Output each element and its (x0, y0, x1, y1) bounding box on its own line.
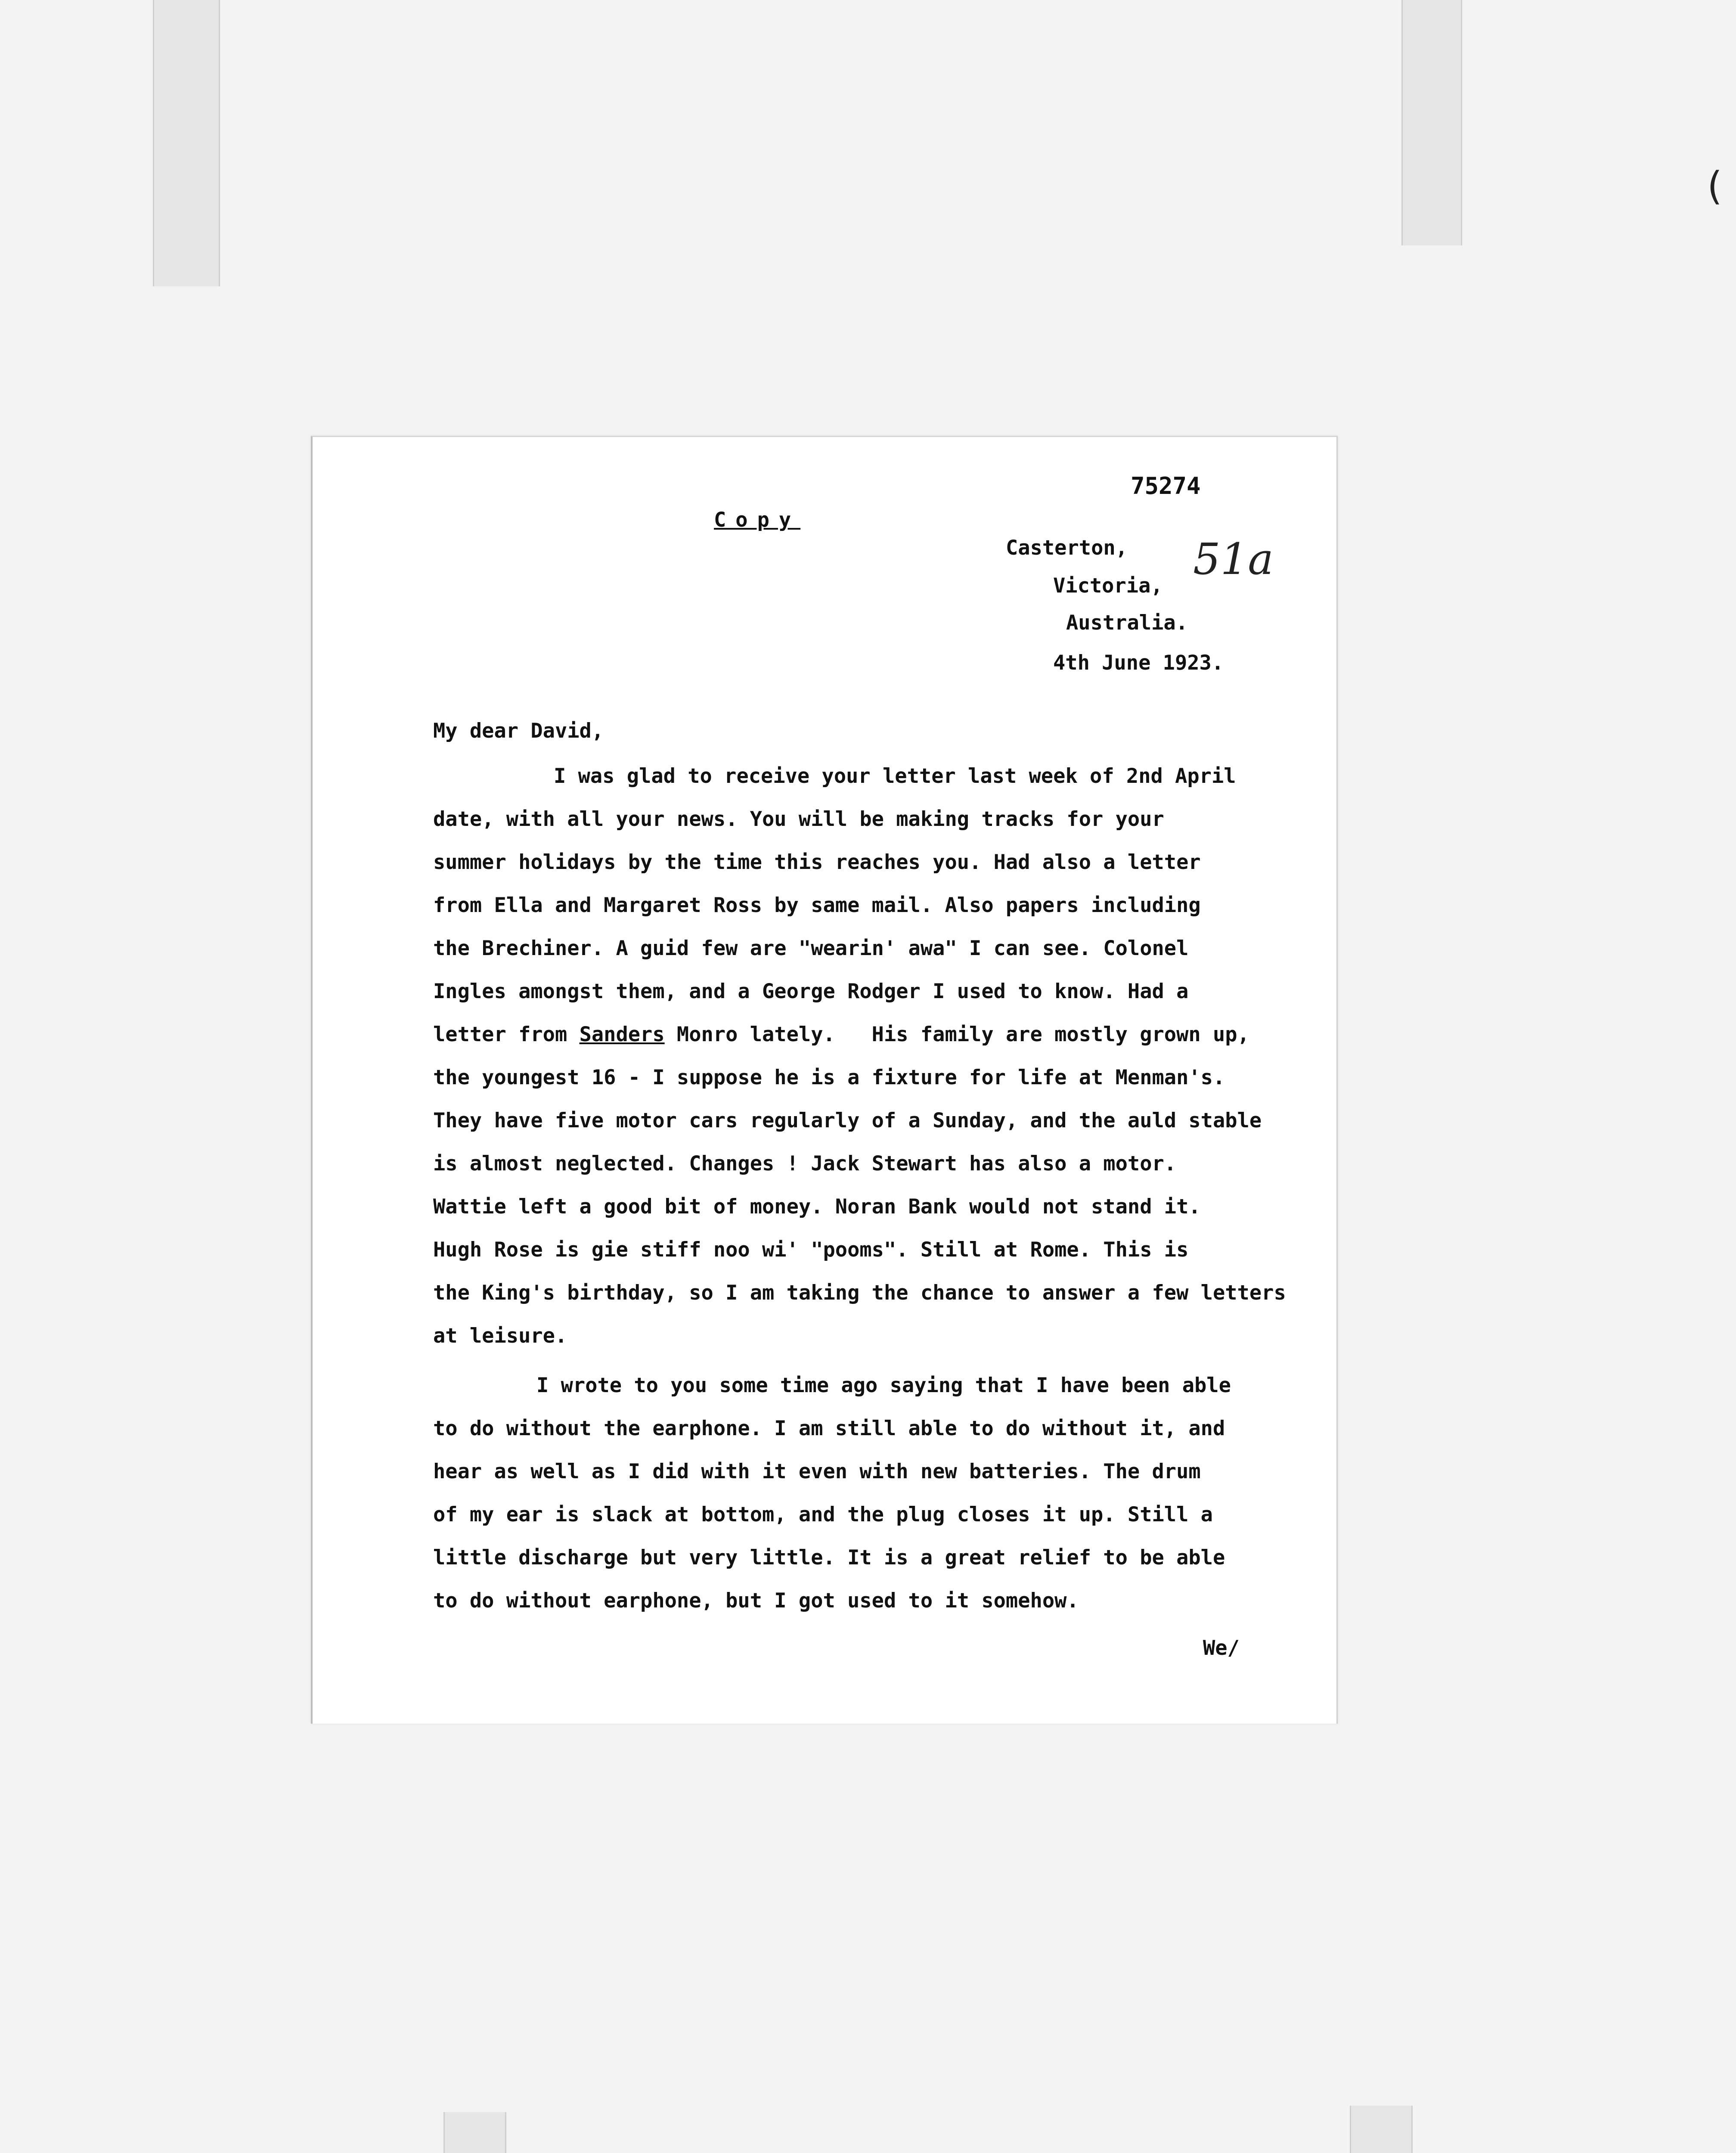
body-line: the Brechiner. A guid few are "wearin' awa" I can see. Colonel (433, 937, 1189, 960)
body-line: is almost neglected. Changes ! Jack Stewart has also a motor. (433, 1152, 1177, 1176)
copy-heading: Copy (714, 508, 801, 532)
body-line: Ingles amongst them, and a George Rodger I used to know. Had a (433, 980, 1189, 1003)
body-line: of my ear is slack at bottom, and the plug closes it up. Still a (433, 1503, 1213, 1526)
address-line: Australia. (1066, 611, 1188, 635)
archive-number: 75274 (1131, 472, 1201, 499)
catchword: We/ (1203, 1636, 1240, 1660)
body-line: the youngest 16 - I suppose he is a fixture for life at Menman's. (433, 1066, 1225, 1089)
edge-mark: ( (1707, 164, 1723, 209)
underlined-name: Sanders (579, 1023, 665, 1046)
body-line: summer holidays by the time this reaches you. Had also a letter (433, 850, 1201, 874)
body-text: Monro lately. His family are mostly grown up, (664, 1023, 1249, 1046)
body-line: Hugh Rose is gie stiff noo wi' "pooms". Still at Rome. This is (433, 1238, 1189, 1262)
tape-strip (443, 2112, 506, 2153)
address-line: Victoria, (1053, 574, 1163, 598)
body-text: letter from (433, 1023, 567, 1046)
body-line: They have five motor cars regularly of a Sunday, and the auld stable (433, 1109, 1262, 1132)
body-line: to do without earphone, but I got used to it somehow. (433, 1589, 1079, 1613)
salutation: My dear David, (433, 719, 604, 743)
letter-page (311, 436, 1338, 1724)
letter-date: 4th June 1923. (1053, 651, 1224, 675)
tape-strip (1350, 2106, 1413, 2153)
tape-strip (153, 0, 220, 286)
address-line: Casterton, (1006, 536, 1128, 560)
body-line: I wrote to you some time ago saying that I have been able (536, 1374, 1231, 1397)
body-line: at leisure. (433, 1324, 567, 1348)
body-line: date, with all your news. You will be making tracks for your (433, 807, 1164, 831)
body-line: to do without the earphone. I am still able to do without it, and (433, 1417, 1225, 1440)
body-line: Wattie left a good bit of money. Noran Bank would not stand it. (433, 1195, 1201, 1219)
tape-strip (1401, 0, 1462, 245)
body-line: hear as well as I did with it even with new batteries. The drum (433, 1460, 1201, 1483)
body-line (433, 1023, 1249, 1046)
folio-annotation: 51a (1193, 534, 1274, 584)
body-line: little discharge but very little. It is a great relief to be able (433, 1546, 1225, 1570)
body-line: I was glad to receive your letter last week of 2nd April (554, 764, 1236, 788)
body-line: the King's birthday, so I am taking the chance to answer a few letters (433, 1281, 1286, 1305)
body-line: from Ella and Margaret Ross by same mail. Also papers including (433, 893, 1201, 917)
